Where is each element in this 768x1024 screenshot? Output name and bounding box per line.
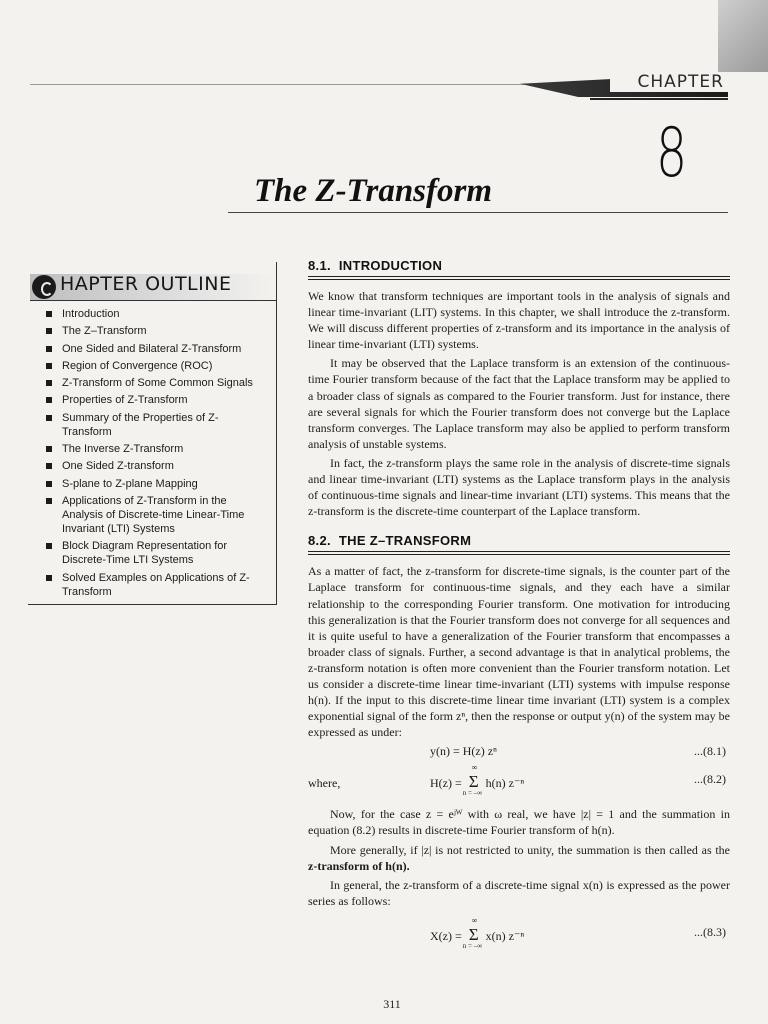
equation-lhs: X(z) = [430,928,462,943]
chapter-title: The Z-Transform [254,173,493,209]
section-heading-z-transform [308,533,730,552]
equation-8-2 [308,764,730,800]
chapter-label: CHAPTER [610,72,728,92]
bullet-icon [46,575,52,581]
equation-body: y(n) = H(z) zⁿ [430,744,497,759]
paragraph: In general, the z-transform of a discrete-time signal x(n) is expressed as the power series as follows: [308,877,730,908]
bullet-icon [46,311,52,317]
equation-body: h(n) z⁻ⁿ [485,776,525,791]
outline-heading: HAPTER OUTLINE [60,273,232,295]
paragraph: As a matter of fact, the z-transform for discrete-time signals, is the counter part of the Laplace transform for continuous-time signals, and they each have a similar relationship to the corresponding Fourier transform. One motivation for introducing this generalization is that the Fourier transform does not converge for all sequences and it is quite useful to have a generalization of the Fourier transform that encompasses a broader class of signals. Further, a second advantage is that in analytical problems, the z-transform notation is often more convenient than the Fourier transform notation. Let us consider a discrete-time linear time-invariant (LTI) systems with impulse response h(n). If the input to this discrete-time linear time invariant (LTI) system is a complex exponential signal of the form zⁿ, then the response or output y(n) of the system may be expressed as under: [308,564,730,740]
section-number: 8.1. [308,258,331,273]
paragraph: It may be observed that the Laplace transform is an extension of the continuous-time Fourier transform because of the fact that the Laplace transform may be applied to a broader class of signals as compared to the Fourier transform. Just for instance, there are several signals for which the Fourier transform does not converge but the Laplace transform converges. The Laplace transform may also be applied to perform transform analysis of unstable systems. [308,356,730,451]
bullet-icon [46,363,52,369]
equation-8-1 [308,740,730,764]
bullet-icon [46,415,52,421]
section-title: THE Z–TRANSFORM [338,533,472,549]
section-number: 8.2. [308,533,331,549]
outline-item: Z-Transform of Some Common Signals [28,376,268,390]
bullet-icon [46,481,52,487]
bullet-icon [46,446,52,452]
section-title: INTRODUCTION [338,258,443,273]
where-label: where, [308,776,341,791]
banner-underline [590,98,728,100]
bullet-icon [46,397,52,403]
bullet-icon [46,328,52,334]
chapter-outline [28,262,277,605]
bullet-icon [46,543,52,549]
outline-item: One Sided and Bilateral Z-Transform [28,342,268,356]
page-corner-tab [718,0,768,72]
outline-item: Applications of Z-Transform in the Analysis of Discrete-time Linear-Time Invariant (LTI) Systems [28,494,268,536]
chapter-number: 8 [656,114,688,193]
outline-item: The Inverse Z-Transform [28,442,268,456]
main-column [308,258,730,951]
header-rule [30,84,530,85]
equation-tag: ...(8.3) [694,924,726,939]
outline-item: The Z–Transform [28,324,268,338]
outline-list [28,307,268,602]
outline-item: S-plane to Z-plane Mapping [28,477,268,491]
equation-tag: ...(8.1) [694,744,726,759]
outline-item: Introduction [28,307,268,321]
bullet-icon [46,346,52,352]
outline-item: Block Diagram Representation for Discrete-Time LTI Systems [28,539,268,567]
outline-item: One Sided Z-transform [28,459,268,473]
paragraph: More generally, if |z| is not restricted to unity, the summation is then called as the z-transform of h(n). [308,842,730,873]
bullet-icon [46,498,52,504]
equation-tag: ...(8.2) [694,772,726,787]
equation-lhs: H(z) = [430,776,462,791]
title-rule [228,212,728,213]
outline-c-icon [32,275,56,299]
equation-8-3 [308,915,730,951]
bullet-icon [46,463,52,469]
paragraph: Now, for the case z = eʲᵂ with ω real, we have |z| = 1 and the summation in equation (8.2) results in discrete-time Fourier transform of h(n). [308,807,730,838]
page-number: 311 [383,997,401,1011]
section-heading-introduction [308,258,730,277]
outline-item: Region of Convergence (ROC) [28,359,268,373]
paragraph: In fact, the z-transform plays the same role in the analysis of discrete-time signals and linear time-invariant (LTI) systems as the Laplace transform plays in the analysis of continuous-time signals and linear-time invariant (LTI) systems. This means that the z-transform is the discrete-time counterpart of the Laplace transform. [308,455,730,519]
sigma-icon: Σ ∞ n = –∞ [462,763,483,798]
equation-body: x(n) z⁻ⁿ [485,928,525,943]
bullet-icon [46,380,52,386]
outline-item: Summary of the Properties of Z-Transform [28,411,268,439]
paragraph: We know that transform techniques are important tools in the analysis of signals and linear time-invariant (LIT) systems. In this chapter, we shall introduce the z-transform. We will discuss different properties of z-transform and its importance in the analysis of linear time-invariant (LTI) systems. [308,289,730,352]
outline-item: Solved Examples on Applications of Z-Transform [28,571,268,599]
sigma-icon: Σ ∞ n = –∞ [462,915,483,950]
outline-heading-bar [30,272,276,301]
outline-item: Properties of Z-Transform [28,393,268,407]
